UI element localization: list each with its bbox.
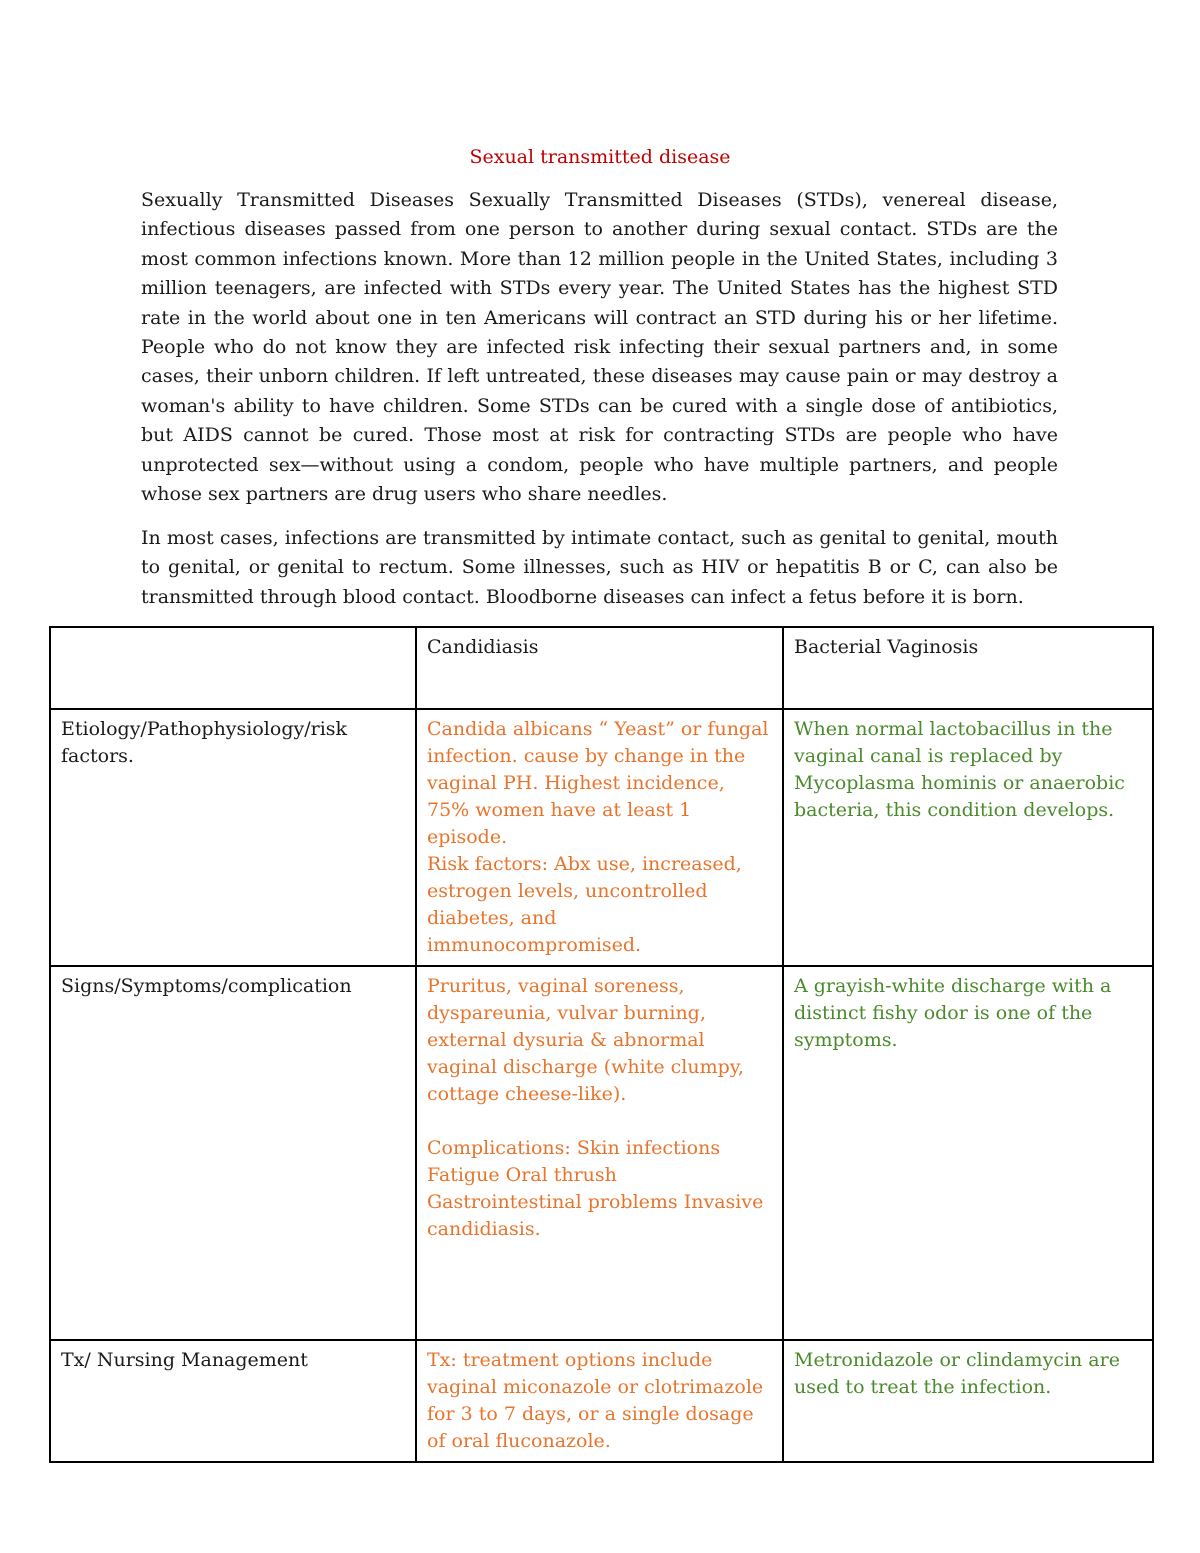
comparison-table [49,626,1154,1463]
bv-etiology-cell [783,709,1153,966]
cell-text: When normal lactobacillus in the vaginal canal is replaced by Mycoplasma hominis or anaerobic bacteria, this condition develops. [794,718,1125,821]
row-label-text: Tx/ Nursing Management [61,1349,308,1371]
candidiasis-treatment-cell [416,1340,783,1462]
cell-text: A grayish-white discharge with a distinct fishy odor is one of the symptoms. [794,975,1112,1051]
candidiasis-etiology-cell [416,709,783,966]
document-title: Sexual transmitted disease [469,146,731,168]
bv-signs-cell [783,966,1153,1340]
row-label-text: Etiology/Pathophysiology/risk factors. [61,718,348,767]
table-row [50,1340,1153,1462]
cell-text: Tx: treatment options include vaginal miconazole or clotrimazole for 3 to 7 days, or a single dosage of oral fluconazole. [427,1349,764,1452]
row-label-treatment [50,1340,416,1462]
table-row [50,966,1153,1340]
candidiasis-signs-cell [416,966,783,1340]
cell-text: Metronidazole or clindamycin are used to treat the infection. [794,1349,1120,1398]
cell-text: Pruritus, vaginal soreness, dyspareunia, vulvar burning, external dysuria & abnormal vaginal discharge (white clumpy, cottage cheese-like). Complications: Skin infections Fatigue Oral thrush Gastrointestinal problems Invasive candidiasis. [427,975,764,1240]
header-candidiasis: Candidiasis [416,627,783,709]
intro-paragraph: Sexually Transmitted Diseases Sexually Transmitted Diseases (STDs), venereal disease, infectious diseases passed from one person to another during sexual contact. STDs are the most common infections known. More than 12 million people in the United States, including 3 million teenagers, are infected with STDs every year. The United States has the highest STD rate in the world about one in ten Americans will contract an STD during his or her lifetime. People who do not know they are infected risk infecting their sexual partners and, in some cases, their unborn children. If left untreated, these diseases may cause pain or may destroy a woman's ability to have children. Some STDs can be cured with a single dose of antibiotics, but AIDS cannot be cured. Those most at risk for contracting STDs are people who have unprotected sex—without using a condom, people who have multiple partners, and people whose sex partners are drug users who share needles. [141,189,1058,506]
row-label-text: Signs/Symptoms/complication [61,975,352,997]
transmission-paragraph: In most cases, infections are transmitted by intimate contact, such as genital to genital, mouth to genital, or genital to rectum. Some illnesses, such as HIV or hepatitis B or C, can also be transmitted through blood contact. Bloodborne diseases can infect a fetus before it is born. [141,527,1058,608]
bv-treatment-cell [783,1340,1153,1462]
row-label-signs [50,966,416,1340]
table-header-row [50,627,1153,709]
row-label-etiology [50,709,416,966]
table-row [50,709,1153,966]
header-bacterial-vaginosis: Bacterial Vaginosis [783,627,1153,709]
cell-text: Candida albicans “ Yeast” or fungal infection. cause by change in the vaginal PH. Highest incidence, 75% women have at least 1 episode. Risk factors: Abx use, increased, estrogen levels, uncontrolled diabetes, and immunocompromised. [427,718,769,956]
header-empty-cell [50,627,416,709]
